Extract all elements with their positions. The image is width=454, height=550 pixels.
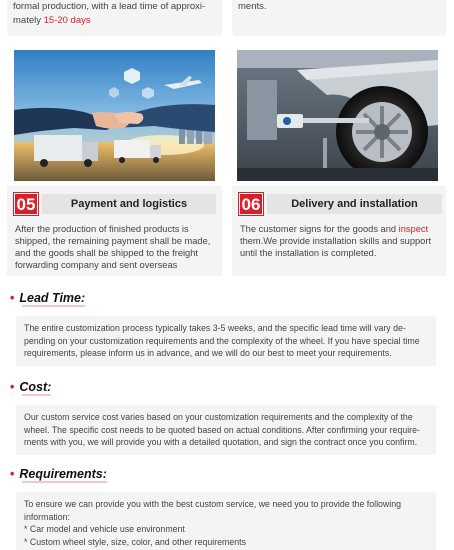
requirements-line: * Car model and vehicle use environment	[24, 524, 185, 534]
step-description: The customer signs for the goods and inspect them.We provide installation skills and support until the installation is completed.	[240, 224, 432, 258]
step-description: After the production of finished products is shipped, the remaining payment shall be made, and the goods shall be shipped to the freight forwarding company and sent overseas	[15, 224, 211, 270]
lead-time-line: requirements, please inform us in advance, and we will do our best to meet your requirements.	[24, 348, 392, 358]
lead-time-highlight: 15-20 days	[43, 15, 91, 26]
cost-line: Our custom service cost varies based on your customization requirements and the complexity of the	[24, 412, 413, 422]
heading-underline	[22, 481, 107, 483]
step-card-payment-logistics	[7, 186, 222, 276]
step-card-delivery-installation	[232, 186, 446, 276]
requirements-line: To ensure we can provide you with the best custom service, we need you to provide the following	[24, 499, 402, 509]
step-title: Payment and logistics	[42, 194, 216, 214]
previous-step-card-left	[7, 0, 222, 36]
requirements-box	[16, 492, 436, 550]
step-header	[239, 193, 442, 215]
lead-time-line: pending on your customization requirements and the complexity of the wheel. If you have special time	[24, 335, 420, 346]
step-number-badge: 05	[14, 193, 38, 215]
previous-step-text-line-2: mately 15-20 days	[13, 15, 91, 26]
requirements-heading: • Requirements :	[10, 467, 107, 481]
lead-time-heading: • Lead Time :	[10, 291, 86, 305]
cost-line: ments with you, we will provide you with a detailed quotation, and sign the contract once you confirm.	[24, 437, 418, 447]
inspect-highlight: inspect	[398, 224, 429, 234]
step-number-badge: 06	[239, 193, 263, 215]
step-header	[14, 193, 216, 215]
cost-line: wheel. The specific cost needs to be quoted based on actual conditions. After confirming your require-	[24, 424, 420, 435]
requirements-line: information:	[24, 511, 70, 522]
wheel-alignment-photo	[237, 50, 438, 181]
bullet-dot-icon: •	[10, 380, 15, 394]
previous-step-text-line-1: formal production, with a lead time of approxi-	[13, 1, 206, 12]
previous-step-text-right: ments.	[238, 1, 267, 12]
heading-underline	[22, 394, 51, 396]
bullet-dot-icon: •	[10, 467, 15, 481]
bullet-dot-icon: •	[10, 291, 15, 305]
lead-time-box	[16, 316, 436, 366]
heading-underline	[22, 305, 85, 307]
lead-time-line: The entire customization process typically takes 3-5 weeks, and the specific lead time will vary de-	[24, 323, 406, 333]
requirements-line: * Custom wheel style, size, color, and other requirements	[24, 536, 246, 547]
previous-step-card-right	[232, 0, 446, 36]
step-title: Delivery and installation	[267, 194, 442, 214]
cost-heading: • Cost :	[10, 380, 52, 394]
handshake-logistics-photo	[14, 50, 215, 181]
cost-box	[16, 405, 436, 455]
